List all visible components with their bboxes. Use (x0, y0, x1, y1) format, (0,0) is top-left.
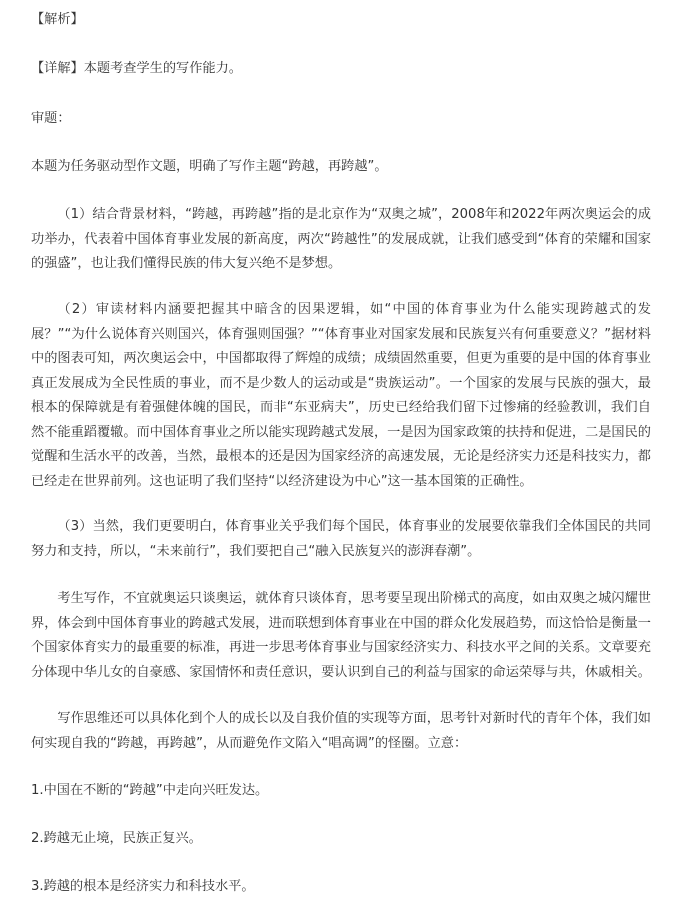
idea-item-2: 2.跨越无止境，民族正复兴。 (31, 831, 202, 846)
idea-item-1: 1.中国在不断的“跨越”中走向兴旺发达。 (31, 783, 269, 798)
idea-item-3: 3.跨越的根本是经济实力和科技水平。 (31, 879, 255, 894)
point-3-paragraph: （3）当然，我们更要明白，体育事业关乎我们每个国民，体育事业的发展要依靠我们全体国民的共同努力和支持，所以，“未来前行”，我们要把自己“融入民族复兴的澎湃春潮”。 (31, 519, 651, 559)
analysis-heading: 【解析】 (31, 12, 84, 27)
review-label: 审题： (31, 111, 71, 126)
point-2-paragraph: （2）审读材料内涵要把握其中暗含的因果逻辑，如“中国的体育事业为什么能实现跨越式的发展？”“为什么说体育兴则国兴，体育强则国强？”“体育事业对国家发展和民族复兴有何重要意义？”据材料中的图表可知，两次奥运会中，中国都取得了辉煌的成绩；成绩固然重要，但更为重要的是中国的体育事业真正发展成为全民性质的事业，而不是少数人的运动或是“贵族运动”。一个国家的发展与民族的强大，最根本的保障就是有着强健体魄的国民，而非“东亚病夫”，历史已经给我们留下过惨痛的经验教训，我们自然不能重蹈覆辙。而中国体育事业之所以能实现跨越式发展，一是因为国家政策的扶持和促进，二是国民的觉醒和生活水平的改善，当然，最根本的还是因为国家经济的高速发展，无论是经济实力还是科技实力，都已经走在世界前列。这也证明了我们坚持“以经济建设为中心”这一基本国策的正确性。 (31, 302, 651, 489)
point-1-paragraph: （1）结合背景材料，“跨越，再跨越”指的是北京作为“双奥之城”，2008年和2022年两次奥运会的成功举办，代表着中国体育事业发展的新高度，两次“跨越性”的发展成就，让我们感受到“体育的荣耀和国家的强盛”，也让我们懂得民族的伟大复兴绝不是梦想。 (31, 207, 651, 271)
writing-thinking-paragraph: 写作思维还可以具体化到个人的成长以及自我价值的实现等方面，思考针对新时代的青年个体，我们如何实现自我的“跨越，再跨越”，从而避免作文陷入“唱高调”的怪圈。立意： (31, 711, 651, 751)
topic-paragraph: 本题为任务驱动型作文题，明确了写作主题“跨越，再跨越”。 (31, 159, 388, 174)
writing-advice-paragraph: 考生写作，不宜就奥运只谈奥运，就体育只谈体育，思考要呈现出阶梯式的高度，如由双奥之城闪耀世界，体会到中国体育事业的跨越式发展，进而联想到体育事业在中国的群众化发展趋势，而这恰恰是衡量一个国家体育实力的最重要的标准，再进一步思考体育事业与国家经济实力、科技水平之间的关系。文章要充分体现中华儿女的自豪感、家国情怀和责任意识，要认识到自己的利益与国家的命运荣辱与共，休戚相关。 (31, 591, 651, 680)
detail-line: 【详解】本题考查学生的写作能力。 (31, 61, 242, 76)
